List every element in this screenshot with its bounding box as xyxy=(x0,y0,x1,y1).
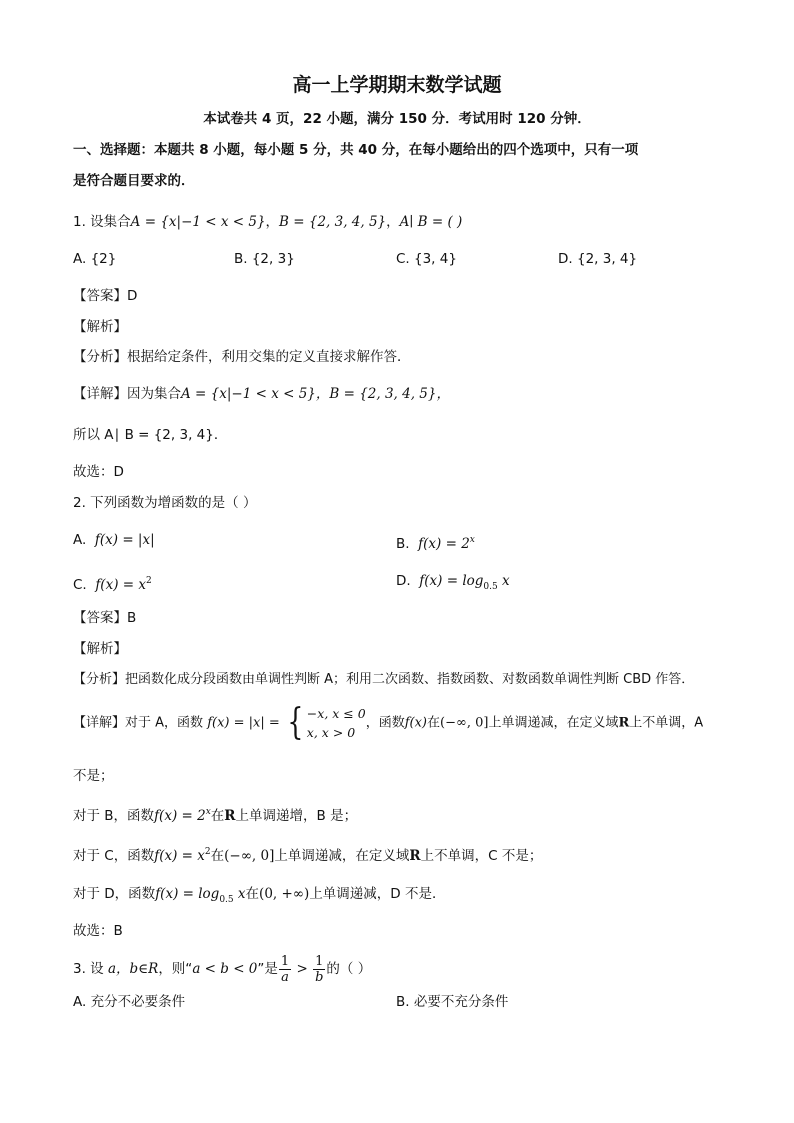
q1-fenxi xyxy=(73,348,411,366)
q2-xj-d-end: 上单调递减，D 不是． xyxy=(309,886,446,902)
q2-xj-a-R: R xyxy=(618,715,630,731)
q1-option-d: D. {2, 3, 4} xyxy=(558,251,638,267)
q1-xiangjie-prefix: 因为集合 xyxy=(127,386,181,402)
q2-answer-value: B xyxy=(127,610,137,626)
q2-xj-a-in: 在 xyxy=(427,715,441,731)
q2-option-c-base: f(x) = x xyxy=(95,577,146,593)
q3-option-a: A. 充分不必要条件 xyxy=(73,994,186,1010)
q2-stem: 2. 下列函数为增函数的是（ ） xyxy=(73,495,257,511)
q2-xj-c-func: f(x) = x xyxy=(154,848,205,864)
q3-end: 的（ ） xyxy=(326,961,372,977)
q1-analysis-tag: 【解析】 xyxy=(73,319,127,335)
q2-xj-c-int: (−∞, 0] xyxy=(224,848,275,864)
q3-stem xyxy=(73,952,371,986)
q2-xj-c-in: 在 xyxy=(210,848,225,864)
frac2-denominator: b xyxy=(315,969,324,985)
q2-xj-b-R: R xyxy=(224,808,236,824)
q2-xj-a-post: 上单调递减，在定义域 xyxy=(488,715,619,731)
q1-set-b: B = {2, 3, 4, 5} xyxy=(279,214,387,230)
q1-xiangjie-set-b: ，B = {2, 3, 4, 5}， xyxy=(315,386,450,402)
q1-xiangjie-set-a: A = {x|−1 < x < 5} xyxy=(181,386,316,402)
q1-option-b: B. {2, 3} xyxy=(234,251,295,267)
q2-xj-c-sup: 2 xyxy=(204,847,211,857)
q2-xj-c-pre: 对于 C，函数 xyxy=(73,848,155,864)
q2-xj-d-sub: 0.5 xyxy=(219,895,234,905)
q3-mid2: ”是 xyxy=(257,961,278,977)
case-2: x, x > 0 xyxy=(306,724,356,740)
q2-xj-b-func: f(x) = 2 xyxy=(154,808,206,824)
q1-xiangjie xyxy=(73,385,450,403)
exam-info: 本试卷共 4 页，22 小题，满分 150 分．考试用时 120 分钟． xyxy=(203,111,591,127)
q1-option-c: C. {3, 4} xyxy=(396,251,457,267)
page-title: 高一上学期期末数学试题 xyxy=(292,74,502,96)
q2-xiangjie-tag: 【详解】 xyxy=(73,715,126,731)
q2-option-a-expr: f(x) = |x| xyxy=(94,532,155,548)
q2-xj-d-pre: 对于 D，函数 xyxy=(73,886,156,902)
q2-xj-a-mid: ，函数 xyxy=(365,715,405,731)
q1-stem xyxy=(73,213,462,231)
q2-xj-c-R: R xyxy=(409,848,421,864)
q1-answer-value: D xyxy=(127,288,138,304)
q2-xj-d-int: (0, +∞) xyxy=(259,886,310,902)
q2-xj-c-end: 上不单调，C 不是； xyxy=(420,848,543,864)
q2-option-b-label: B. xyxy=(396,536,410,552)
q3-gt: > xyxy=(292,961,313,977)
q2-xiangjie-a xyxy=(73,703,703,744)
q2-xj-b-in: 在 xyxy=(210,808,225,824)
q2-option-d-pre: f(x) = log xyxy=(419,573,484,589)
q3-option-b: B. 必要不充分条件 xyxy=(396,994,509,1010)
q3-cond: a < b < 0 xyxy=(192,961,258,977)
q2-xiangjie-c xyxy=(73,843,542,865)
q1-option-a: A. {2} xyxy=(73,251,117,267)
q2-xj-d-in: 在 xyxy=(245,886,260,902)
case-1: −x, x ≤ 0 xyxy=(306,705,366,721)
q3-mid: ，则“ xyxy=(158,961,193,977)
q2-fenxi-tag: 【分析】 xyxy=(73,672,126,687)
q2-choose: 故选：B xyxy=(73,923,123,939)
section-heading-line2: 是符合题目要求的． xyxy=(73,173,195,189)
q2-xj-a-func: f(x) = |x| = xyxy=(207,715,280,731)
q1-sep2: ， xyxy=(386,214,400,230)
q2-xj-a-end: 上不单调，A xyxy=(629,715,704,731)
left-brace-icon: { xyxy=(287,701,304,743)
piecewise-function xyxy=(284,703,366,743)
q2-option-d xyxy=(396,572,510,596)
q2-option-c-label: C. xyxy=(73,577,87,593)
fraction-1-over-b xyxy=(313,954,325,985)
q2-xiangjie-d xyxy=(73,885,446,909)
q1-answer-tag: 【答案】 xyxy=(73,288,127,304)
q1-fenxi-text: 根据给定条件，利用交集的定义直接求解作答． xyxy=(127,349,411,365)
q2-option-d-post: x xyxy=(497,573,510,589)
q1-answer xyxy=(73,287,137,305)
q2-xj-b-pre: 对于 B，函数 xyxy=(73,808,155,824)
q2-xj-a-line2: 不是； xyxy=(73,768,114,784)
q2-xj-b-sup: x xyxy=(205,807,211,817)
q2-xj-a-int: (−∞, 0] xyxy=(440,715,489,731)
q1-fenxi-tag: 【分析】 xyxy=(73,349,127,365)
q2-fenxi xyxy=(73,671,694,689)
fraction-1-over-a xyxy=(279,954,291,985)
q2-xj-b-end: 上单调递增，B 是； xyxy=(235,808,358,824)
q2-xj-d-func: f(x) = log xyxy=(155,886,220,902)
q2-option-a xyxy=(73,531,155,549)
q3-vars: a，b∈R xyxy=(103,961,159,977)
q2-answer-tag: 【答案】 xyxy=(73,610,127,626)
q1-xiangjie-tag: 【详解】 xyxy=(73,386,127,402)
q2-option-b xyxy=(396,531,475,553)
q2-analysis-tag: 【解析】 xyxy=(73,641,127,657)
q2-fenxi-text: 把函数化成分段函数由单调性判断 A；利用二次函数、指数函数、对数函数单调性判断 CBD 作答． xyxy=(125,672,695,687)
q2-option-c xyxy=(73,572,152,594)
q2-option-d-label: D. xyxy=(396,573,411,589)
frac2-numerator: 1 xyxy=(313,954,325,970)
q2-option-c-sup: 2 xyxy=(145,576,152,586)
q1-expr: A∣ B = ( ) xyxy=(399,214,463,230)
q1-stem-prefix: 1. 设集合 xyxy=(73,214,131,230)
q2-xj-d-x: x xyxy=(233,886,246,902)
q3-stem-pre: 3. 设 xyxy=(73,961,104,977)
q2-option-b-sup: x xyxy=(469,535,475,545)
q1-sep1: ， xyxy=(265,214,280,230)
q1-set-a: A = {x|−1 < x < 5} xyxy=(130,214,266,230)
section-heading-line1: 一、选择题：本题共 8 小题，每小题 5 分，共 40 分，在每小题给出的四个选项中，只有一项 xyxy=(73,142,639,158)
q1-conclusion: 所以 A∣ B = {2, 3, 4}． xyxy=(73,427,228,443)
q1-choose: 故选：D xyxy=(73,464,124,480)
q2-answer xyxy=(73,609,136,627)
q2-xiangjie-b xyxy=(73,803,357,825)
piecewise-cases xyxy=(307,704,366,742)
q2-option-a-label: A. xyxy=(73,532,87,548)
q2-xj-c-mid: 上单调递减，在定义域 xyxy=(274,848,410,864)
q2-option-d-sub: 0.5 xyxy=(483,582,498,592)
q2-xj-a-pre: 对于 A，函数 xyxy=(125,715,204,731)
q2-option-b-base: f(x) = 2 xyxy=(418,536,470,552)
frac1-denominator: a xyxy=(281,969,289,985)
q2-xj-a-fx: f(x) xyxy=(404,715,428,731)
frac1-numerator: 1 xyxy=(280,953,290,969)
